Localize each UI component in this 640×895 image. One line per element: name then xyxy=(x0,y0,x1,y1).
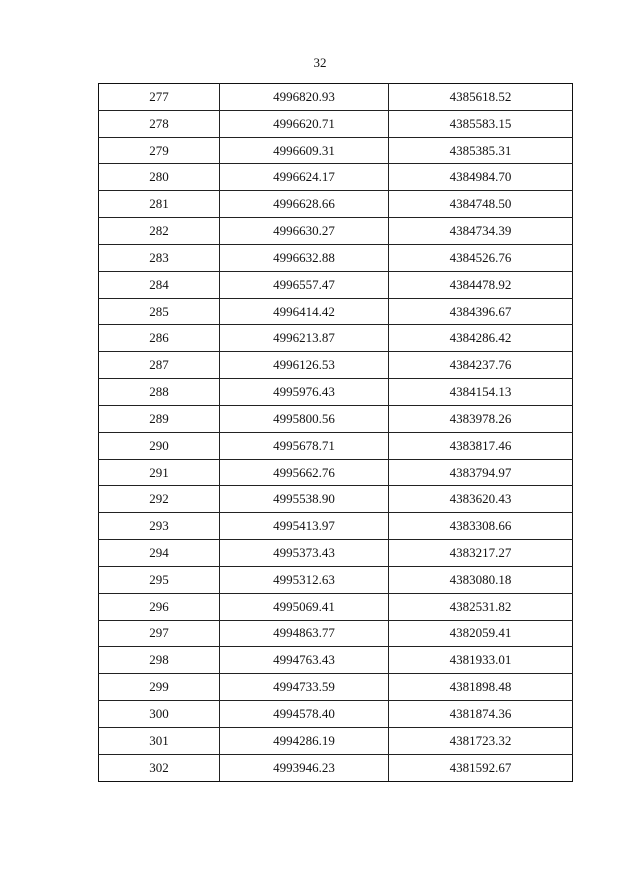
x-coordinate-cell: 4996820.93 xyxy=(220,84,389,111)
y-coordinate-cell: 4384984.70 xyxy=(389,164,573,191)
x-coordinate-cell: 4996414.42 xyxy=(220,298,389,325)
x-coordinate-cell: 4996628.66 xyxy=(220,191,389,218)
table-row xyxy=(99,486,573,513)
x-coordinate-cell: 4996557.47 xyxy=(220,271,389,298)
y-coordinate-cell: 4383817.46 xyxy=(389,432,573,459)
point-number-cell: 289 xyxy=(99,405,220,432)
point-number-cell: 287 xyxy=(99,352,220,379)
x-coordinate-cell: 4995538.90 xyxy=(220,486,389,513)
x-coordinate-cell: 4994733.59 xyxy=(220,674,389,701)
table-row xyxy=(99,727,573,754)
point-number-cell: 279 xyxy=(99,137,220,164)
point-number-cell: 296 xyxy=(99,593,220,620)
y-coordinate-cell: 4384154.13 xyxy=(389,379,573,406)
point-number-cell: 292 xyxy=(99,486,220,513)
point-number-cell: 291 xyxy=(99,459,220,486)
x-coordinate-cell: 4995800.56 xyxy=(220,405,389,432)
point-number-cell: 286 xyxy=(99,325,220,352)
y-coordinate-cell: 4384396.67 xyxy=(389,298,573,325)
y-coordinate-cell: 4381874.36 xyxy=(389,701,573,728)
y-coordinate-cell: 4384748.50 xyxy=(389,191,573,218)
table-row xyxy=(99,674,573,701)
y-coordinate-cell: 4381933.01 xyxy=(389,647,573,674)
y-coordinate-cell: 4383217.27 xyxy=(389,540,573,567)
point-number-cell: 288 xyxy=(99,379,220,406)
point-number-cell: 302 xyxy=(99,754,220,781)
point-number-cell: 278 xyxy=(99,110,220,137)
x-coordinate-cell: 4996126.53 xyxy=(220,352,389,379)
table-row xyxy=(99,218,573,245)
point-number-cell: 297 xyxy=(99,620,220,647)
table-row xyxy=(99,513,573,540)
y-coordinate-cell: 4384237.76 xyxy=(389,352,573,379)
y-coordinate-cell: 4385618.52 xyxy=(389,84,573,111)
y-coordinate-cell: 4381723.32 xyxy=(389,727,573,754)
y-coordinate-cell: 4384478.92 xyxy=(389,271,573,298)
point-number-cell: 280 xyxy=(99,164,220,191)
table-row xyxy=(99,84,573,111)
x-coordinate-cell: 4996620.71 xyxy=(220,110,389,137)
coordinate-table xyxy=(98,83,573,782)
point-number-cell: 281 xyxy=(99,191,220,218)
table-row xyxy=(99,647,573,674)
table-row xyxy=(99,164,573,191)
x-coordinate-cell: 4994863.77 xyxy=(220,620,389,647)
y-coordinate-cell: 4384526.76 xyxy=(389,244,573,271)
point-number-cell: 299 xyxy=(99,674,220,701)
x-coordinate-cell: 4996213.87 xyxy=(220,325,389,352)
point-number-cell: 285 xyxy=(99,298,220,325)
table-row xyxy=(99,325,573,352)
table-row xyxy=(99,379,573,406)
point-number-cell: 295 xyxy=(99,566,220,593)
table-row xyxy=(99,620,573,647)
point-number-cell: 290 xyxy=(99,432,220,459)
table-row xyxy=(99,701,573,728)
x-coordinate-cell: 4994578.40 xyxy=(220,701,389,728)
x-coordinate-cell: 4995662.76 xyxy=(220,459,389,486)
table-row xyxy=(99,271,573,298)
table-row xyxy=(99,352,573,379)
table-row xyxy=(99,540,573,567)
x-coordinate-cell: 4995312.63 xyxy=(220,566,389,593)
table-row xyxy=(99,593,573,620)
table-row xyxy=(99,137,573,164)
y-coordinate-cell: 4383978.26 xyxy=(389,405,573,432)
point-number-cell: 283 xyxy=(99,244,220,271)
table-row xyxy=(99,405,573,432)
table-row xyxy=(99,244,573,271)
x-coordinate-cell: 4995413.97 xyxy=(220,513,389,540)
point-number-cell: 282 xyxy=(99,218,220,245)
y-coordinate-cell: 4383794.97 xyxy=(389,459,573,486)
y-coordinate-cell: 4384734.39 xyxy=(389,218,573,245)
x-coordinate-cell: 4994286.19 xyxy=(220,727,389,754)
x-coordinate-cell: 4996632.88 xyxy=(220,244,389,271)
x-coordinate-cell: 4995976.43 xyxy=(220,379,389,406)
x-coordinate-cell: 4996624.17 xyxy=(220,164,389,191)
y-coordinate-cell: 4381592.67 xyxy=(389,754,573,781)
x-coordinate-cell: 4995373.43 xyxy=(220,540,389,567)
x-coordinate-cell: 4994763.43 xyxy=(220,647,389,674)
y-coordinate-cell: 4383620.43 xyxy=(389,486,573,513)
table-row xyxy=(99,191,573,218)
table-row xyxy=(99,754,573,781)
x-coordinate-cell: 4995069.41 xyxy=(220,593,389,620)
y-coordinate-cell: 4385385.31 xyxy=(389,137,573,164)
y-coordinate-cell: 4383308.66 xyxy=(389,513,573,540)
x-coordinate-cell: 4995678.71 xyxy=(220,432,389,459)
y-coordinate-cell: 4382531.82 xyxy=(389,593,573,620)
y-coordinate-cell: 4382059.41 xyxy=(389,620,573,647)
table-row xyxy=(99,298,573,325)
point-number-cell: 298 xyxy=(99,647,220,674)
page-number: 32 xyxy=(313,55,327,70)
table-row xyxy=(99,432,573,459)
y-coordinate-cell: 4381898.48 xyxy=(389,674,573,701)
x-coordinate-cell: 4993946.23 xyxy=(220,754,389,781)
y-coordinate-cell: 4385583.15 xyxy=(389,110,573,137)
point-number-cell: 294 xyxy=(99,540,220,567)
point-number-cell: 301 xyxy=(99,727,220,754)
y-coordinate-cell: 4384286.42 xyxy=(389,325,573,352)
table-row xyxy=(99,459,573,486)
point-number-cell: 300 xyxy=(99,701,220,728)
point-number-cell: 284 xyxy=(99,271,220,298)
table-row xyxy=(99,566,573,593)
x-coordinate-cell: 4996609.31 xyxy=(220,137,389,164)
point-number-cell: 293 xyxy=(99,513,220,540)
coordinate-table-body xyxy=(99,84,573,782)
point-number-cell: 277 xyxy=(99,84,220,111)
table-row xyxy=(99,110,573,137)
x-coordinate-cell: 4996630.27 xyxy=(220,218,389,245)
y-coordinate-cell: 4383080.18 xyxy=(389,566,573,593)
